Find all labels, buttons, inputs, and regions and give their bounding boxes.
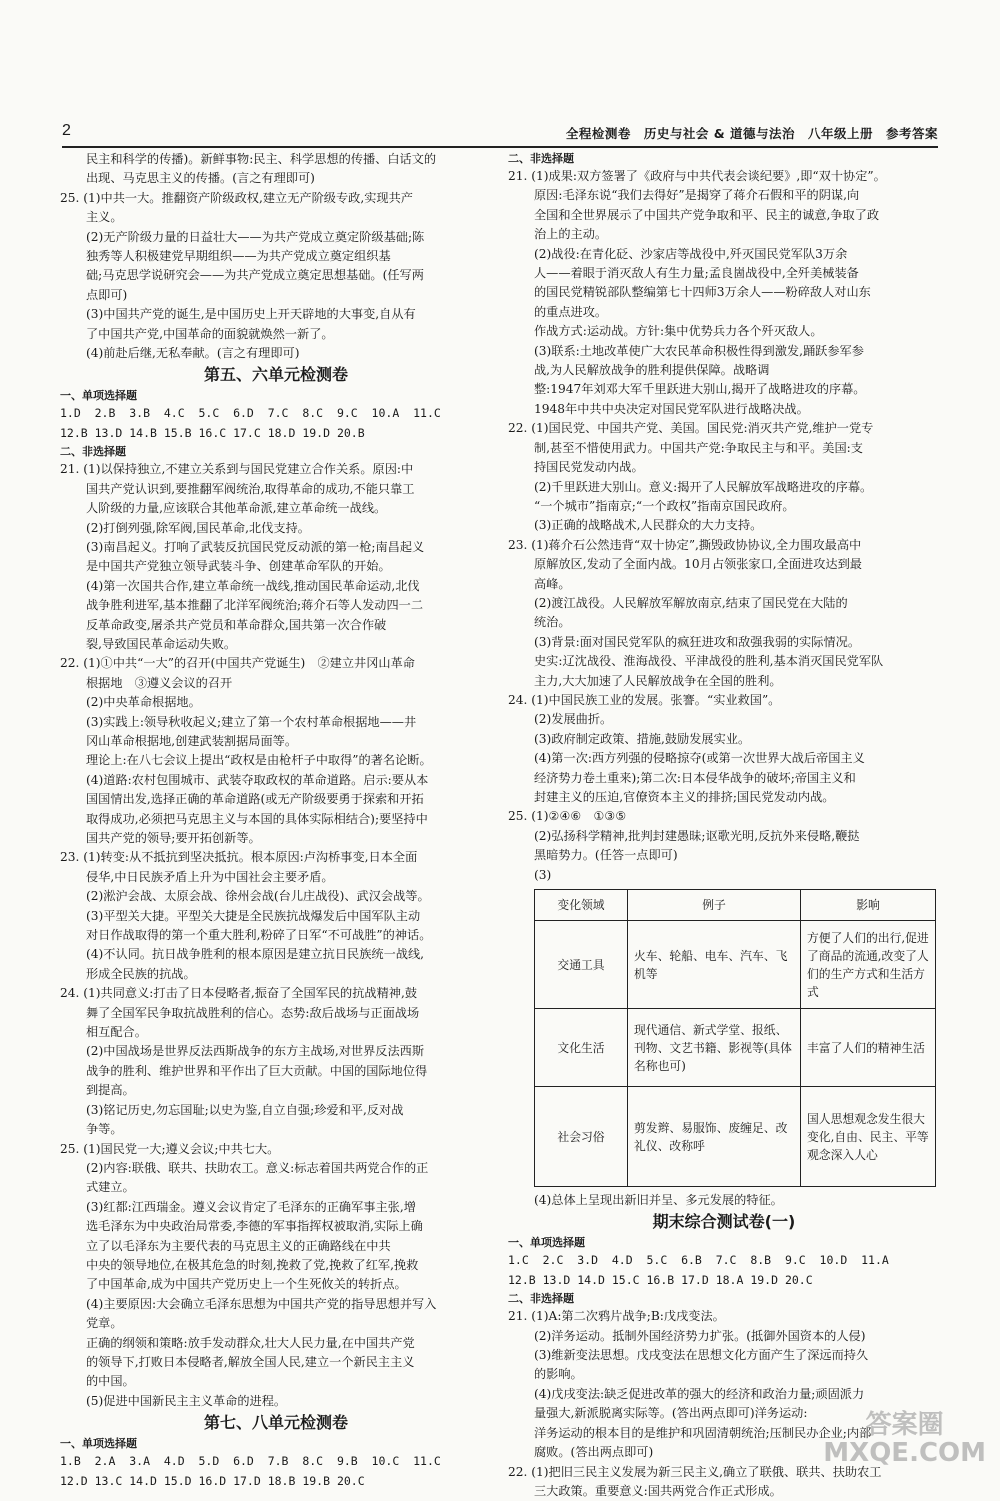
answer-line: (3)正确的战略战术,人民群众的大力支持。 [534,518,763,533]
table-cell-area: 交通工具 [535,921,628,1009]
answer-line: 制,甚至不惜使用武力。中国共产党:争取民主与和平。美国:支 [534,440,863,455]
question-line: 22. (1)把旧三民主义发展为新三民主义,确立了联俄、联共、扶助农工 [508,1464,882,1479]
watermark-logo [823,1411,986,1467]
answer-line: 高峰。 [534,576,571,591]
answer-line: 战,为人民解放战争的胜利提供保障。战略调 [534,363,770,378]
subsection-heading: 二、非选择题 [508,152,574,165]
answer-line: 裂,导致国民革命运动失败。 [86,636,237,651]
answer-line: 争等。 [86,1122,123,1137]
answer-line: (5)促进中国新民主主义革命的进程。 [86,1393,287,1408]
answer-line: 正确的纲领和策略:放手发动群众,壮大人民力量,在中国共产党 [86,1335,415,1350]
watermark-text: 答案圈 [865,1410,944,1440]
answer-line: 全国和全世界展示了中国共产党争取和平、民主的诚意,争取了政 [534,207,880,222]
right-column [508,150,940,1501]
answer-line: 主义。 [86,210,123,225]
answer-key-line: 12.B 13.D 14.B 15.B 16.C 17.C 18.D 19.D 20.B [60,425,365,440]
answer-line: 党章。 [86,1316,123,1331]
answer-line: 冈山革命根据地,创建武装割据局面等。 [86,733,298,748]
question-line: 23. (1)转变:从不抵抗到坚决抵抗。根本原因:卢沟桥事变,日本全面 [60,850,418,865]
answer-line: (2)洋务运动。抵制外国经济势力扩张。(抵御外国资本的人侵) [534,1328,866,1343]
answer-line: “一个城市”指南京;“一个政权”指南京国民政府。 [534,498,795,513]
right-column-top [508,150,940,885]
answer-line: 侵华,中日民族矛盾上升为中国社会主要矛盾。 [86,869,334,884]
answer-line: (3)背景:面对国民党军队的疯狂进攻和敌强我弱的实际情况。 [534,634,861,649]
answer-line: 原解放区,发动了全面内战。10月占领张家口,全面进攻达到最 [534,557,862,572]
subsection-heading: 二、非选择题 [60,445,126,459]
subsection-heading: 一、单项选择题 [60,389,137,403]
answer-line: (3)平型关大捷。平型关大捷是全民族抗战爆发后中国军队主动 [86,908,421,923]
table-cell-area: 文化生活 [535,1009,628,1087]
left-column [60,150,492,1491]
answer-line: 国共产党认识到,要推翻军阀统治,取得革命的成功,不能只靠工 [86,481,415,496]
answer-line: (2)无产阶级力量的日益壮大——为共产党成立奠定阶级基础;陈 [86,229,425,244]
question-line: 22. (1)①中共“一大”的召开(中国共产党诞生) ②建立井冈山革命 [60,656,415,671]
answer-line: (2)中央革命根据地。 [86,695,201,710]
table-header-cell: 影响 [801,890,936,921]
answer-line: (4)总体上呈现出新旧并呈、多元发展的特征。 [534,1193,783,1208]
question-line: 22. (1)国民党、中国共产党、美国。国民党:消灭共产党,维护一党专 [508,421,874,436]
answer-line: 战争的胜利、维护世界和平作出了巨大贡献。中国的国际地位得 [86,1063,428,1078]
subsection-heading: 一、单项选择题 [60,1437,137,1451]
answer-line: 国共产党的领导;要开拓创新等。 [86,831,261,845]
answer-line: 整:1947年刘邓大军千里跃进大别山,揭开了战略进攻的序幕。 [534,382,866,397]
answer-line: 战争胜利进军,基本推翻了北洋军阀统治;蒋介石等人发动四一二 [86,598,424,613]
subsection-heading: 一、单项选择题 [508,1236,585,1250]
answer-line: (4)不认同。抗日战争胜利的根本原因是建立抗日民族统一战线, [86,947,425,962]
page-number: 2 [62,122,71,139]
answer-line: (4)道路:农村包围城市、武装夺取政权的革命道路。启示:要从本 [86,772,429,787]
answer-line: (3)南昌起义。打响了武装反抗国民党反动派的第一枪;南昌起义 [86,539,425,554]
answer-line: 了中国革命,成为中国共产党历史上一个生死攸关的转折点。 [86,1277,407,1292]
answer-line: 到提高。 [86,1083,135,1098]
answer-line: (3)联系:土地改革使广大农民革命积极性得到激发,踊跃参军参 [534,343,864,358]
answer-line: (3)实践上:领导秋收起义;建立了第一个农村革命根据地——井 [86,714,417,729]
question-line: 25. (1)②④⑥ ①③⑤ [508,809,627,824]
answer-key-line: 12.D 13.C 14.D 15.D 16.D 17.D 18.B 19.B 20.C [60,1473,365,1488]
answer-line: 持国民党发动内战。 [534,460,644,475]
question-line: 24. (1)中国民族工业的发展。张謇。“实业救国”。 [508,692,781,707]
answer-line: 民主和科学的传播)。新鲜事物:民主、科学思想的传播、白话文的 [86,152,437,166]
table-row [535,1087,936,1187]
answer-line: 形成全民族的抗战。 [86,966,196,981]
answer-line: 量强大,新派脱离实际等。(答出两点即可)洋务运动: [534,1406,808,1421]
answer-line: (2)弘扬科学精神,批判封建愚昧;讴歌光明,反抗外来侵略,鞭挞 [534,828,860,843]
changes-table [534,889,936,1187]
subsection-heading: 二、非选择题 [508,1292,574,1306]
table-cell-example: 剪发辫、易服饰、废缠足、改礼仪、改称呼 [628,1087,801,1187]
answer-line: 反革命政变,屠杀共产党员和革命群众,国共第一次合作破 [86,617,387,632]
answer-line: 式建立。 [86,1180,135,1195]
answer-line: (2)千里跃进大别山。意义:揭开了人民解放军战略进攻的序幕。 [534,479,873,494]
question-line: 21. (1)以保持独立,不建立关系到与国民党建立合作关系。原因:中 [60,462,414,477]
table-header-cell: 变化领域 [535,890,628,921]
answer-line: 根据地 ③遵义会议的召开 [86,675,233,690]
answer-line: (2)战役:在青化砭、沙家店等战役中,歼灭国民党军队3万余 [534,246,848,261]
answer-line: 了中国共产党,中国革命的面貌就焕然一新了。 [86,326,334,341]
answer-line: 对日作战取得的第一个重大胜利,粉碎了日军“不可战胜”的神话。 [86,928,432,943]
answer-line: (2)内容:联俄、联共、扶助农工。意义:标志着国共两党合作的正 [86,1160,429,1175]
answer-line: 封建主义的压迫,官僚资本主义的排挤;国民党发动内战。 [534,790,835,804]
question-line: 23. (1)蒋介石公然违背“双十协定”,撕毁政协协议,全力围攻最高中 [508,537,862,552]
answer-key-line: 12.B 13.D 14.D 15.C 16.B 17.D 18.A 19.D 20.C [508,1272,813,1287]
answer-line: 出现、马克思主义的传播。(言之有理即可) [86,171,315,186]
answer-line: 舞了全国军民争取抗战胜利的信心。态势:敌后战场与正面战场 [86,1005,420,1020]
answer-line: 相互配合。 [86,1025,147,1040]
answer-key-line: 1.C 2.C 3.D 4.D 5.C 6.B 7.C 8.B 9.C 10.D 11.A [508,1253,889,1268]
answer-line: (2)打倒列强,除军阀,国民革命,北伐支持。 [86,520,310,535]
section-title: 期末综合测试卷(一) [652,1212,796,1232]
question-line: 24. (1)共同意义:打击了日本侵略者,振奋了全国军民的抗战精神,鼓 [60,986,418,1001]
answer-key-line: 1.B 2.A 3.A 4.D 5.D 6.D 7.B 8.C 9.B 10.C 11.C [60,1454,441,1469]
table-row [535,921,936,1009]
answer-line: (3)铭记历史,勿忘国耻;以史为鉴,自立自强;珍爱和平,反对战 [86,1102,404,1117]
answer-line: 点即可) [86,287,128,302]
answer-line: (4)戊戌变法:缺乏促进改革的强大的经济和政治力量;顽固派力 [534,1386,865,1401]
table-cell-example: 现代通信、新式学堂、报纸、刊物、文艺书籍、影视等(具体名称也可) [628,1009,801,1087]
answer-line: 统治。 [534,615,571,630]
running-title: 全程检测卷 历史与社会 & 道德与法治 八年级上册 参考答案 [565,126,938,141]
answer-line: 取得成功,必须把马克思主义与本国的具体实际相结合);要坚持中 [86,811,428,826]
answer-line: 人——着眼于消灭敌人有生力量;孟良崮战役中,全歼美械装备 [534,266,859,281]
answer-line: (3)红都:江西瑞金。遵义会议肯定了毛泽东的正确军事主张,增 [86,1199,416,1214]
question-line: 21. (1)成果:双方签署了《政府与中共代表会谈纪要》,即“双十协定”。 [508,169,886,183]
section-title: 第五、六单元检测卷 [203,365,348,385]
answer-line: 腐败。(答出两点即可) [534,1445,654,1460]
answer-line: 1948年中共中央决定对国民党军队进行战略决战。 [534,401,809,416]
answer-line: 的国民党精锐部队整编第七十四师3万余人——粉碎敌人对山东 [534,285,871,300]
answer-line: 黑暗势力。(任答一点即可) [534,848,678,863]
watermark-url: MXQE.COM [823,1438,986,1468]
answer-key-line: 1.D 2.B 3.B 4.C 5.C 6.D 7.C 8.C 9.C 10.A 11.C [60,406,441,421]
answer-line: (3)政府制定政策、措施,鼓励发展实业。 [534,731,751,746]
question-line: 21. (1)A:第二次鸦片战争;B:戊戌变法。 [508,1309,725,1324]
table-cell-effect: 方便了人们的出行,促进了商品的流通,改变了人们的生产方式和生活方式 [801,921,936,1009]
table-row [535,1009,936,1087]
question-line: 25. (1)中共一大。推翻资产阶级政权,建立无产阶级专政,实现共产 [60,190,413,205]
answer-line: 国国情出发,选择正确的革命道路(或无产阶级要勇于探索和开拓 [86,792,424,807]
answer-line: 立了以毛泽东为主要代表的马克思主义的正确路线在中共 [86,1238,391,1253]
answer-line: (2)淞沪会战、太原会战、徐州会战(台儿庄战役)、武汉会战等。 [86,889,430,904]
answer-line: 是中国共产党独立领导武装斗争、创建革命军队的开始。 [86,559,391,574]
answer-line: 史实:辽沈战役、淮海战役、平津战役的胜利,基本消灭国民党军队 [534,654,884,669]
answer-line: 础;马克思学说研究会——为共产党成立奠定思想基础。(任写两 [86,268,424,283]
question-line: 25. (1)国民党一大;遵义会议;中共七大。 [60,1141,280,1156]
answer-line: 的影响。 [534,1367,583,1382]
answer-line: 中央的领导地位,在极其危急的时刻,挽救了党,挽救了红军,挽救 [86,1257,419,1272]
section-title: 第七、八单元检测卷 [203,1413,348,1433]
answer-line: 治上的主动。 [534,227,608,242]
answer-line: 人阶级的力量,应该联合其他革命派,建立革命统一战线。 [86,501,387,516]
table-cell-example: 火车、轮船、电车、汽车、飞机等 [628,921,801,1009]
table-header-row [535,890,936,921]
page-header [62,118,938,148]
answer-line: 经济势力卷土重来);第二次:日本侵华战争的破坏;帝国主义和 [534,770,856,785]
table-cell-effect: 国人思想观念发生很大变化,自由、民主、平等观念深入人心 [801,1087,936,1187]
answer-line: (3) [534,867,552,882]
answer-line: 理论上:在八七会议上提出“政权是由枪杆子中取得”的著名论断。 [86,753,432,768]
table-cell-area: 社会习俗 [535,1087,628,1187]
answer-line: 独秀等人积极建党早期组织——为共产党成立奠定组织基 [86,249,391,264]
table-cell-effect: 丰富了人们的精神生活 [801,1009,936,1087]
answer-line: 三大政策。重要意义:国共两党合作正式形成。 [534,1483,782,1498]
answer-line: (2)渡江战役。人民解放军解放南京,结束了国民党在大陆的 [534,595,848,610]
answer-line: 作战方式:运动战。方针:集中优势兵力各个歼灭敌人。 [534,324,823,339]
answer-line: 主力,大大加速了人民解放战争在全国的胜利。 [534,673,782,688]
answer-line: 原因:毛泽东说“我们去得好”是揭穿了蒋介石假和平的阴谋,向 [534,188,860,203]
table-header-cell: 例子 [628,890,801,921]
answer-line: (4)主要原因:大会确立毛泽东思想为中国共产党的指导思想并写入 [86,1296,437,1311]
answer-line: (2)中国战场是世界反法西斯战争的东方主战场,对世界反法西斯 [86,1044,425,1059]
answer-line: 的中国。 [86,1374,135,1389]
answer-line: (4)第一次:西方列强的侵略掠夺(或第一次世界大战后帝国主义 [534,751,865,766]
answer-line: (2)发展曲折。 [534,712,613,727]
answer-line: 的领导下,打败日本侵略者,解放全国人民,建立一个新民主主义 [86,1354,415,1369]
answer-line: (3)维新变法思想。戊戌变法在思想文化方面产生了深远而持久 [534,1348,869,1363]
answer-line: 的重点进攻。 [534,304,608,319]
answer-line: (4)第一次国共合作,建立革命统一战线,推动国民革命运动,北伐 [86,578,420,593]
answer-line: 选毛泽东为中央政治局常委,李德的军事指挥权被取消,实际上确 [86,1219,423,1234]
answer-line: (3)中国共产党的诞生,是中国历史上开天辟地的大事变,自从有 [86,307,416,322]
answer-line: (4)前赴后继,无私奉献。(言之有理即可) [86,346,300,361]
answer-line: 洋务运动的根本目的是维护和巩固清朝统治;压制民办企业;内部 [534,1425,872,1440]
